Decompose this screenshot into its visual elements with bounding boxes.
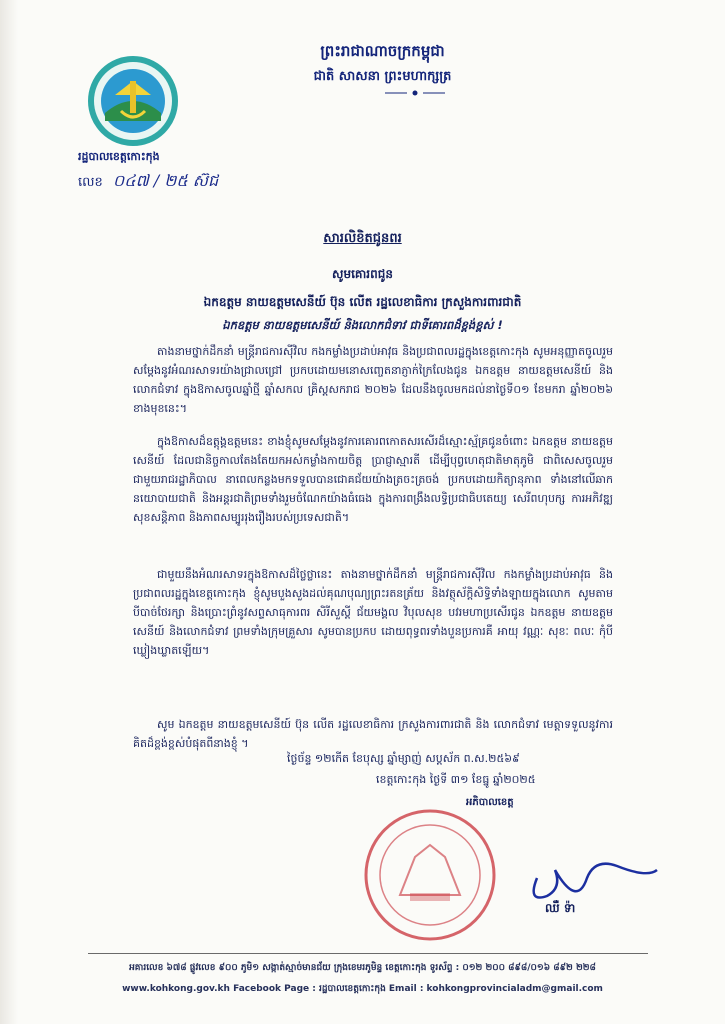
issuing-authority: រដ្ឋបាលខេត្តកោះកុង (78, 150, 160, 163)
body-paragraph: តាងនាមថ្នាក់ដឹកនាំ មន្ត្រីរាជការស៊ីវិល កងកម្លាំងប្រដាប់អាវុធ និងប្រជាពលរដ្ឋក្នុងខេត្តកោះកុង សូមអនុញ្ញាតចូលរួមសម្តែងនូវអំណរសាទរយ៉ាងជ្រាលជ្រៅ ប្រកបដោយមនោសញ្ចេតនាភ្ញាក់ក្រៃលែងជូន ឯកឧត្តម នាយឧត្តមសេនីយ៍ និងលោកជំទាវ ក្នុងឱកាសចូលឆ្នាំថ្មី ឆ្នាំសកល គ្រិស្តសករាជ ២០២៦ ដែលនឹងចូលមកដល់នាថ្ងៃទី០១ ខែមករា ឆ្នាំ២០២៦ ខាងមុខនេះ។ (133, 345, 613, 415)
closing-paragraph: សូម ឯកឧត្តម នាយឧត្តមសេនីយ៍ ប៊ុន លើត រដ្ឋលេខាធិការ ក្រសួងការពារជាតិ និង លោកជំទាវ មេត្តាទទួលនូវការគិតដ៏ខ្ពង់ខ្ពស់បំផុតពីនាងខ្ញុំ ។ (133, 718, 613, 750)
document-type-title: សារលិខិតជូនពរ (323, 231, 402, 246)
signer-title: អភិបាលខេត្ត (466, 797, 514, 808)
official-stamp (360, 805, 500, 945)
addressee-greeting: ឯកឧត្តម នាយឧត្តមសេនីយ៍ និងលោកជំទាវ ជាទីគោរពដ៏ខ្ពង់ខ្ពស់ ! (222, 318, 503, 332)
reference-value: ០៤៧ / ២៥ ស៊ជ (112, 171, 219, 190)
handwritten-signature (517, 848, 667, 908)
body-paragraph: ក្នុងឱកាសដ៏ឧត្តុង្គឧត្តមនេះ ខាងខ្ញុំសូមសម្តែងនូវការគោរពកោតសរសើរដ៏ស្មោះស្ម័គ្រជូនចំពោះ ឯកឧត្តម នាយឧត្តមសេនីយ៍ ដែលជានិច្ចកាលតែងតែយកអស់កម្លាំងកាយចិត្ត ប្រាជ្ញាស្មារតី ដើម្បីបុព្វហេតុជាតិមាតុភូមិ ជាពិសេសចូលរួមជាមួយរាជរដ្ឋាភិបាល នាពេលកន្លងមកទទួលបានជោគជ័យយ៉ាងត្រចះត្រចង់ ប្រកបដោយកិត្យានុភាព ទាំងនៅលើឆាកនយោបាយជាតិ និងអន្តរជាតិព្រមទាំងរួមចំណែកយ៉ាងធំធេង ក្នុងការពង្រឹងលទ្ធិប្រជាធិបតេយ្យ សេរីពហុបក្ស ការអភិវឌ្ឍ សុខសន្តិភាព និងភាពសម្បូររុងរឿងរបស់ប្រទេសជាតិ។ (133, 435, 613, 524)
addressee-line: ឯកឧត្តម នាយឧត្តមសេនីយ៍ ប៊ុន លើត រដ្ឋលេខាធិការ ក្រសួងការពារជាតិ (203, 295, 522, 309)
reference-number (78, 170, 218, 194)
lunar-date: ថ្ងៃច័ន្ទ ១២កើត ខែបុស្ស ឆ្នាំម្សាញ់ សប្តស័ក ព.ស.២៥៦៩ (287, 752, 520, 765)
kingdom-title: ព្រះរាជាណាចក្រកម្ពុជា (320, 42, 445, 60)
reference-label: លេខ (78, 175, 103, 190)
salutation: សូមគោរពជូន (332, 267, 393, 281)
footer-address: អគារលេខ ៦៧៨ ផ្លូវលេខ ៩០០ ភូមិ១ សង្កាត់ស្មាច់មានជ័យ ក្រុងខេមរភូមិន្ទ ខេត្តកោះកុង ទូរស័ព្ទ : ០១២ ២០០ ៨៩៨/០១៦ ៨៩២ ២២៨ (129, 963, 596, 973)
national-motto: ជាតិ សាសនា ព្រះមហាក្សត្រ (313, 69, 452, 84)
motto-ornament (385, 90, 445, 96)
page-edge-shadow (0, 0, 18, 1024)
solar-date: ខេត្តកោះកុង ថ្ងៃទី ៣១ ខែធ្នូ ឆ្នាំ២០២៥ (376, 773, 536, 786)
signer-name: ឈឺ ទ៉ា (545, 901, 576, 915)
footer-contacts: www.kohkong.gov.kh Facebook Page : រដ្ឋបាលខេត្តកោះកុង Email : kohkongprovincialadm@gmail.com (122, 984, 603, 994)
footer-divider (88, 953, 648, 954)
body-paragraph: ជាមួយនឹងអំណរសាទរក្នុងឱកាសដ៏ថ្លៃថ្លានេះ តាងនាមថ្នាក់ដឹកនាំ មន្ត្រីរាជការស៊ីវិល កងកម្លាំងប្រដាប់អាវុធ និងប្រជាពលរដ្ឋក្នុងខេត្តកោះកុង ខ្ញុំសូមបួងសួងដល់គុណបុណ្យព្រះរតនត្រ័យ និងវត្ថុស័ក្តិសិទ្ធិទាំងឡាយក្នុងលោក សូមតាមបីបាច់ថែរក្សា និងប្រោះព្រំនូវសព្ទសាធុការពរ សិរីសួស្តី ជ័យមង្គល វិបុលសុខ បវរមហាប្រសើរជូន ឯកឧត្តម នាយឧត្តមសេនីយ៍ និងលោកជំទាវ ព្រមទាំងក្រុមគ្រួសារ សូមបានប្រកប ដោយពុទ្ធពរទាំងបួនប្រការគឺ អាយុ វណ្ណៈ សុខៈ ពលៈ កុំបីឃ្លៀងឃ្លាតឡើយ។ (133, 568, 613, 657)
